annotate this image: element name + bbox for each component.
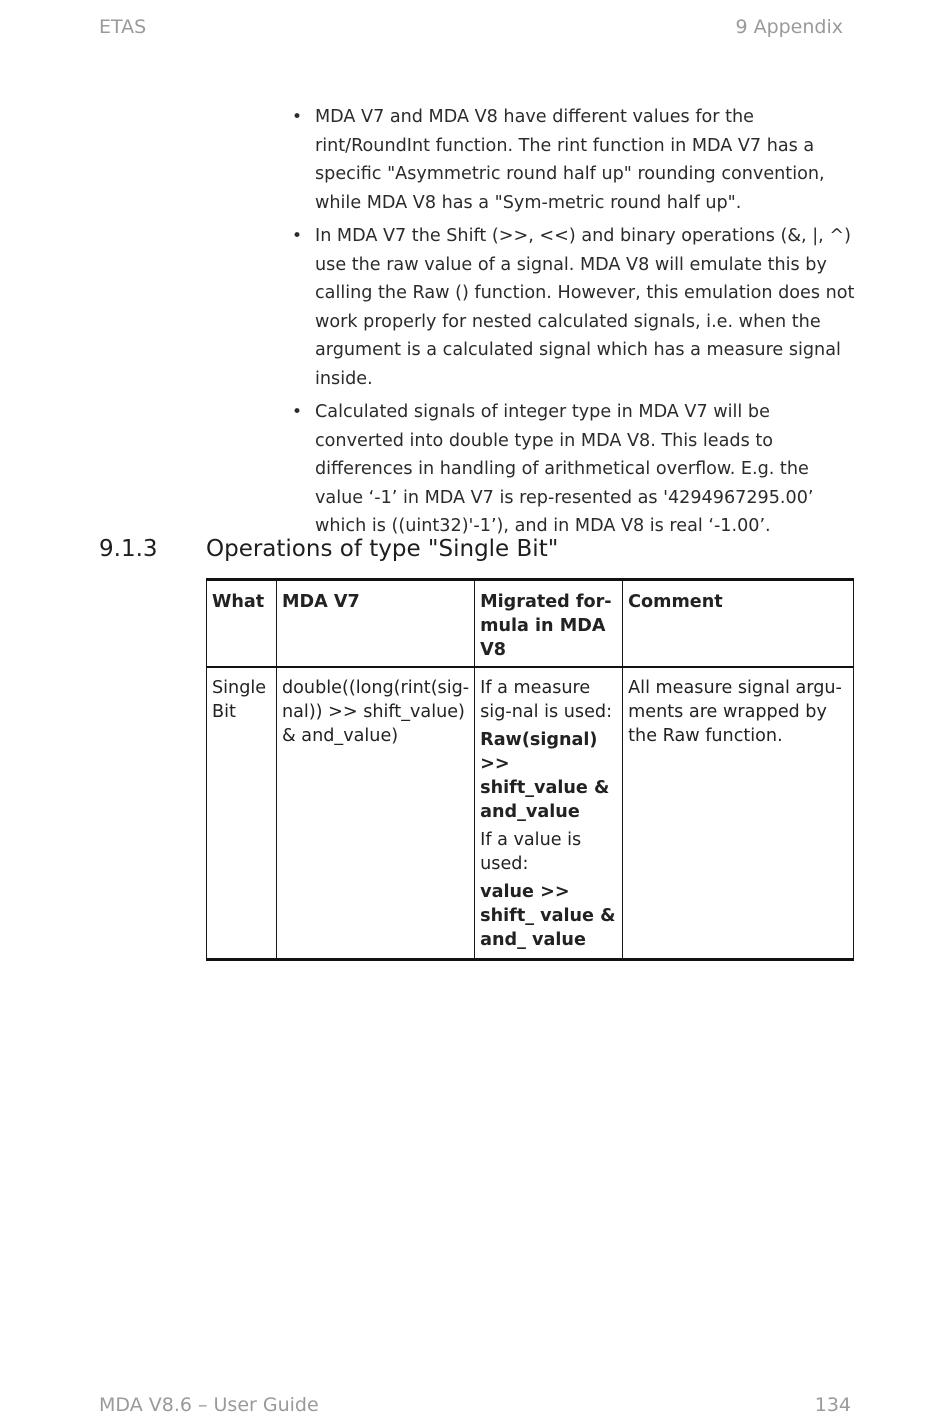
- cell-comment: All measure signal argu-ments are wrapped by the Raw function.: [623, 667, 854, 960]
- section-title: Operations of type "Single Bit": [206, 536, 559, 562]
- header-migrated: Migrated for-mula in MDA V8: [475, 580, 623, 668]
- migrated-code-measure: Raw(signal) >> shift_value & and_value: [480, 730, 610, 822]
- header-what: What: [207, 580, 277, 668]
- section-heading: [99, 536, 558, 562]
- bullet-text: Calculated signals of integer type in MDA V7 will be converted into double type in MDA V8. This leads to differences in handling of arithmetical overflow. E.g. the value ‘-1’ in MDA V7 is rep-resented as '4294967295.00’ which is ((uint32)'-1’), and in MDA V8 is real ‘-1.00’.: [315, 402, 814, 536]
- migrated-intro-measure: If a measure sig-nal is used:: [480, 678, 613, 722]
- bullet-icon: •: [292, 402, 303, 422]
- table-header-row: [207, 580, 854, 668]
- header-chapter: 9 Appendix: [735, 16, 843, 38]
- header-company: ETAS: [99, 16, 147, 38]
- page-number: 134: [814, 1394, 851, 1416]
- bullet-text: In MDA V7 the Shift (>>, <<) and binary operations (&, |, ^) use the raw value of a signal. MDA V8 will emulate this by calling the Raw () function. However, this emulation does not work properly for nested calculated signals, i.e. when the argument is a calculated signal which has a measure signal inside.: [315, 226, 855, 389]
- table-row: [207, 667, 854, 960]
- list-item: [290, 103, 858, 217]
- footer-doc-title: MDA V8.6 – User Guide: [99, 1394, 319, 1416]
- cell-what: Single Bit: [207, 667, 277, 960]
- list-item: [290, 398, 858, 541]
- cell-mda-v7: double((long(rint(sig-nal)) >> shift_value) & and_value): [277, 667, 475, 960]
- cell-migrated: [475, 667, 623, 960]
- section-number: 9.1.3: [99, 536, 158, 562]
- header-comment: Comment: [623, 580, 854, 668]
- bullet-text: MDA V7 and MDA V8 have different values for the rint/RoundInt function. The rint function in MDA V7 has a specific "Asymmetric round half up" rounding convention, while MDA V8 has a "Sym-metric round half up".: [315, 107, 825, 213]
- migrated-code-value: value >> shift_ value & and_ value: [480, 882, 616, 950]
- header-mda-v7: MDA V7: [277, 580, 475, 668]
- operations-table: [206, 578, 854, 961]
- bullet-icon: •: [292, 107, 303, 127]
- bullet-list: [290, 103, 858, 546]
- list-item: [290, 222, 858, 393]
- bullet-icon: •: [292, 226, 303, 246]
- migrated-intro-value: If a value is used:: [480, 830, 582, 874]
